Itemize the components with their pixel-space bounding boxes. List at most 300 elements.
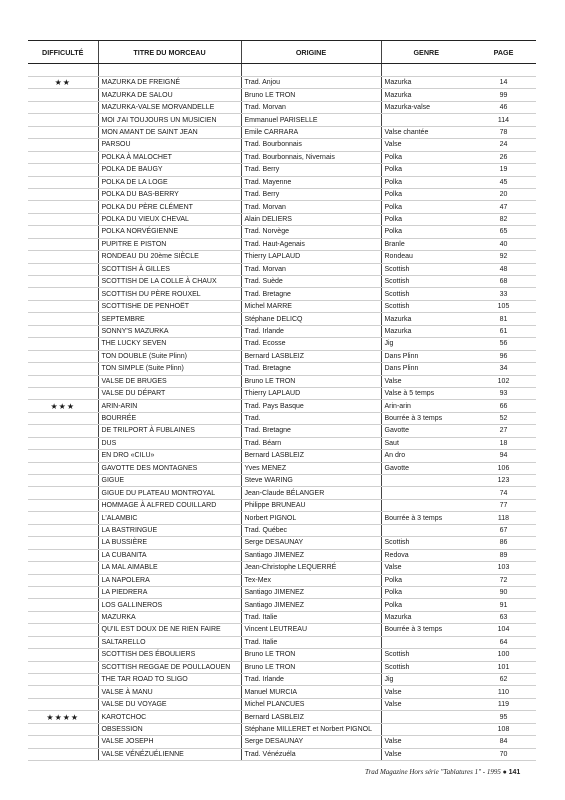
origin-cell: Trad. Bretagne [241, 425, 381, 437]
genre-cell: Mazurka [381, 313, 471, 325]
table-row [28, 114, 536, 126]
difficulty-cell [28, 611, 98, 623]
difficulty-cell: ★★★★ [28, 711, 98, 723]
origin-cell: Steve WARING [241, 475, 381, 487]
difficulty-cell [28, 425, 98, 437]
genre-cell: Polka [381, 213, 471, 225]
table-row [28, 325, 536, 337]
difficulty-cell [28, 375, 98, 387]
origin-cell: Alain DELIERS [241, 213, 381, 225]
genre-cell: Valse [381, 139, 471, 151]
page-cell: 40 [471, 238, 536, 250]
origin-cell: Trad. Vénézuéla [241, 748, 381, 760]
table-row [28, 698, 536, 710]
table-row [28, 251, 536, 263]
table-row [28, 462, 536, 474]
table-row [28, 101, 536, 113]
title-cell: VALSE DU VOYAGE [98, 698, 241, 710]
origin-cell: Vincent LEUTREAU [241, 624, 381, 636]
title-cell: MAZURKA [98, 611, 241, 623]
title-cell: BOURRÉE [98, 412, 241, 424]
title-cell: VALSE À MANU [98, 686, 241, 698]
table-row [28, 624, 536, 636]
page-cell: 96 [471, 350, 536, 362]
page-cell: 94 [471, 450, 536, 462]
genre-cell: Bourrée à 3 temps [381, 512, 471, 524]
table-row [28, 574, 536, 586]
page-cell: 82 [471, 213, 536, 225]
difficulty-cell [28, 201, 98, 213]
table-row [28, 599, 536, 611]
page-cell: 100 [471, 649, 536, 661]
page-cell: 84 [471, 736, 536, 748]
origin-cell: Norbert PIGNOL [241, 512, 381, 524]
difficulty-cell [28, 487, 98, 499]
title-cell: GIGUE [98, 475, 241, 487]
page-cell: 46 [471, 101, 536, 113]
origin-cell: Stéphane MILLERET et Norbert PIGNOL [241, 723, 381, 735]
tunes-table [28, 40, 536, 761]
difficulty-cell [28, 524, 98, 536]
page-cell: 27 [471, 425, 536, 437]
genre-cell: Gavotte [381, 462, 471, 474]
title-cell: SCOTTISH REGGAE DE POULLAOUEN [98, 661, 241, 673]
genre-cell: Mazurka [381, 89, 471, 101]
title-cell: MAZURKA DE FREIGNÉ [98, 77, 241, 89]
table-row [28, 176, 536, 188]
page-cell: 106 [471, 462, 536, 474]
table-row [28, 487, 536, 499]
page-cell: 119 [471, 698, 536, 710]
title-cell: LA CUBANITA [98, 549, 241, 561]
page-cell: 74 [471, 487, 536, 499]
origin-cell: Trad. Bourbonnais [241, 139, 381, 151]
page-cell: 19 [471, 164, 536, 176]
page-cell: 95 [471, 711, 536, 723]
origin-cell: Trad. Suède [241, 276, 381, 288]
genre-cell [381, 723, 471, 735]
title-cell: LA NAPOLERA [98, 574, 241, 586]
genre-cell [381, 524, 471, 536]
page-cell: 123 [471, 475, 536, 487]
genre-cell: Rondeau [381, 251, 471, 263]
genre-cell: Valse [381, 686, 471, 698]
origin-cell: Santiago JIMENEZ [241, 586, 381, 598]
difficulty-cell [28, 649, 98, 661]
difficulty-cell [28, 512, 98, 524]
title-cell: GAVOTTE DES MONTAGNES [98, 462, 241, 474]
header-origin: ORIGINE [241, 41, 381, 64]
table-row [28, 238, 536, 250]
table-row [28, 387, 536, 399]
page-cell: 118 [471, 512, 536, 524]
origin-cell: Jean-Claude BÉLANGER [241, 487, 381, 499]
genre-cell: Branle [381, 238, 471, 250]
genre-cell: Polka [381, 188, 471, 200]
difficulty-cell [28, 176, 98, 188]
difficulty-cell [28, 450, 98, 462]
origin-cell: Philippe BRUNEAU [241, 499, 381, 511]
page-cell: 52 [471, 412, 536, 424]
page-cell: 20 [471, 188, 536, 200]
origin-cell: Santiago JIMENEZ [241, 549, 381, 561]
title-cell: EN DRO «CILU» [98, 450, 241, 462]
origin-cell: Bernard LASBLEIZ [241, 350, 381, 362]
title-cell: ARIN-ARIN [98, 400, 241, 412]
table-row [28, 475, 536, 487]
table-row [28, 524, 536, 536]
title-cell: DUS [98, 437, 241, 449]
genre-cell: Polka [381, 201, 471, 213]
table-row [28, 636, 536, 648]
page-cell: 92 [471, 251, 536, 263]
table-row [28, 126, 536, 138]
page-cell: 56 [471, 338, 536, 350]
origin-cell: Trad. Irlande [241, 325, 381, 337]
title-cell: PUPITRE E PISTON [98, 238, 241, 250]
title-cell: DE TRILPORT À FUBLAINES [98, 425, 241, 437]
page-cell: 70 [471, 748, 536, 760]
table-row [28, 151, 536, 163]
table-row [28, 499, 536, 511]
table-row [28, 748, 536, 760]
genre-cell: Bourrée à 3 temps [381, 624, 471, 636]
difficulty-cell [28, 213, 98, 225]
title-cell: POLKA DU PÈRE CLÉMENT [98, 201, 241, 213]
table-row [28, 77, 536, 89]
difficulty-cell [28, 325, 98, 337]
title-cell: LA PIEDRERA [98, 586, 241, 598]
difficulty-cell [28, 574, 98, 586]
title-cell: SCOTTISH À GILLES [98, 263, 241, 275]
origin-cell: Trad. Morvan [241, 201, 381, 213]
difficulty-cell [28, 313, 98, 325]
difficulty-cell [28, 586, 98, 598]
table-row [28, 226, 536, 238]
difficulty-cell [28, 363, 98, 375]
genre-cell: An dro [381, 450, 471, 462]
origin-cell: Trad. Italie [241, 611, 381, 623]
difficulty-cell [28, 387, 98, 399]
difficulty-cell [28, 412, 98, 424]
page-cell: 110 [471, 686, 536, 698]
origin-cell: Jean-Christophe LEQUERRÉ [241, 562, 381, 574]
genre-cell: Mazurka [381, 611, 471, 623]
page-cell: 81 [471, 313, 536, 325]
table-row [28, 586, 536, 598]
table-row [28, 711, 536, 723]
title-cell: OBSESSION [98, 723, 241, 735]
genre-cell: Mazurka [381, 325, 471, 337]
page-cell: 14 [471, 77, 536, 89]
table-row [28, 412, 536, 424]
origin-cell: Emile CARRARA [241, 126, 381, 138]
title-cell: L'ALAMBIC [98, 512, 241, 524]
difficulty-cell [28, 164, 98, 176]
difficulty-cell [28, 276, 98, 288]
table-row [28, 736, 536, 748]
footer-page-number: 141 [508, 769, 521, 776]
difficulty-cell [28, 126, 98, 138]
genre-cell: Dans Plinn [381, 350, 471, 362]
genre-cell [381, 636, 471, 648]
title-cell: POLKA NORVÉGIENNE [98, 226, 241, 238]
title-cell: HOMMAGE À ALFRED COUILLARD [98, 499, 241, 511]
table-row [28, 425, 536, 437]
genre-cell: Valse chantée [381, 126, 471, 138]
table-row [28, 661, 536, 673]
genre-cell [381, 499, 471, 511]
page-cell: 86 [471, 537, 536, 549]
difficulty-cell [28, 599, 98, 611]
header-page: PAGE [471, 41, 536, 64]
difficulty-cell: ★★ [28, 77, 98, 89]
table-row [28, 537, 536, 549]
origin-cell: Trad. [241, 412, 381, 424]
table-row [28, 350, 536, 362]
origin-cell: Trad. Bretagne [241, 288, 381, 300]
origin-cell: Trad. Haut-Agenais [241, 238, 381, 250]
table-body [28, 64, 536, 761]
table-row [28, 313, 536, 325]
difficulty-cell [28, 263, 98, 275]
page-cell: 108 [471, 723, 536, 735]
genre-cell: Valse à 5 temps [381, 387, 471, 399]
page-cell: 33 [471, 288, 536, 300]
difficulty-cell [28, 238, 98, 250]
page-cell: 103 [471, 562, 536, 574]
genre-cell: Saut [381, 437, 471, 449]
title-cell: KAROTCHOC [98, 711, 241, 723]
page-cell: 91 [471, 599, 536, 611]
origin-cell: Michel MARRE [241, 300, 381, 312]
page-cell: 26 [471, 151, 536, 163]
page-cell: 68 [471, 276, 536, 288]
header-genre: GENRE [381, 41, 471, 64]
table-row [28, 549, 536, 561]
title-cell: POLKA DU VIEUX CHEVAL [98, 213, 241, 225]
page-cell: 78 [471, 126, 536, 138]
difficulty-cell [28, 101, 98, 113]
genre-cell: Valse [381, 562, 471, 574]
genre-cell: Valse [381, 736, 471, 748]
difficulty-cell [28, 114, 98, 126]
table-row [28, 363, 536, 375]
title-cell: PARSOU [98, 139, 241, 151]
origin-cell: Michel PLANCUES [241, 698, 381, 710]
difficulty-cell [28, 674, 98, 686]
table-row [28, 139, 536, 151]
page-cell: 47 [471, 201, 536, 213]
difficulty-cell [28, 624, 98, 636]
genre-cell: Arin-arin [381, 400, 471, 412]
page-cell: 24 [471, 139, 536, 151]
table-row [28, 213, 536, 225]
genre-cell [381, 114, 471, 126]
table-row [28, 188, 536, 200]
difficulty-cell [28, 350, 98, 362]
title-cell: VALSE DU DÉPART [98, 387, 241, 399]
title-cell: SCOTTISH DU PÈRE ROUXEL [98, 288, 241, 300]
title-cell: SEPTEMBRE [98, 313, 241, 325]
origin-cell: Trad. Québec [241, 524, 381, 536]
genre-cell: Scottish [381, 649, 471, 661]
difficulty-cell [28, 475, 98, 487]
genre-cell: Valse [381, 698, 471, 710]
page-cell: 89 [471, 549, 536, 561]
table-row [28, 512, 536, 524]
difficulty-cell [28, 723, 98, 735]
page-cell: 34 [471, 363, 536, 375]
page-cell: 66 [471, 400, 536, 412]
page-cell: 64 [471, 636, 536, 648]
title-cell: SCOTTISH DE LA COLLE À CHAUX [98, 276, 241, 288]
page-cell: 72 [471, 574, 536, 586]
genre-cell: Mazurka-valse [381, 101, 471, 113]
difficulty-cell [28, 736, 98, 748]
spacer-row [28, 64, 536, 77]
origin-cell: Santiago JIMENEZ [241, 599, 381, 611]
genre-cell: Mazurka [381, 77, 471, 89]
title-cell: QU'IL EST DOUX DE NE RIEN FAIRE [98, 624, 241, 636]
title-cell: SCOTTISH DES ÉBOULIERS [98, 649, 241, 661]
difficulty-cell [28, 698, 98, 710]
difficulty-cell: ★★★ [28, 400, 98, 412]
origin-cell: Bernard LASBLEIZ [241, 711, 381, 723]
title-cell: VALSE DE BRUGES [98, 375, 241, 387]
table-row [28, 263, 536, 275]
title-cell: MAZURKA-VALSE MORVANDELLE [98, 101, 241, 113]
page-cell: 18 [471, 437, 536, 449]
difficulty-cell [28, 537, 98, 549]
index-sheet [28, 40, 536, 761]
page-cell: 77 [471, 499, 536, 511]
difficulty-cell [28, 151, 98, 163]
origin-cell: Trad. Anjou [241, 77, 381, 89]
difficulty-cell [28, 251, 98, 263]
origin-cell: Bruno LE TRON [241, 649, 381, 661]
origin-cell: Bruno LE TRON [241, 661, 381, 673]
origin-cell: Emmanuel PARISELLE [241, 114, 381, 126]
difficulty-cell [28, 437, 98, 449]
origin-cell: Bernard LASBLEIZ [241, 450, 381, 462]
genre-cell: Redova [381, 549, 471, 561]
page-cell: 105 [471, 300, 536, 312]
genre-cell: Scottish [381, 288, 471, 300]
title-cell: POLKA DE BAUGY [98, 164, 241, 176]
origin-cell: Serge DESAUNAY [241, 736, 381, 748]
origin-cell: Trad. Berry [241, 164, 381, 176]
title-cell: LA BUSSIÈRE [98, 537, 241, 549]
genre-cell: Polka [381, 226, 471, 238]
title-cell: TON SIMPLE (Suite Plinn) [98, 363, 241, 375]
header-title: TITRE DU MORCEAU [98, 41, 241, 64]
page-cell: 48 [471, 263, 536, 275]
genre-cell [381, 487, 471, 499]
origin-cell: Trad. Bourbonnais, Nivernais [241, 151, 381, 163]
title-cell: THE LUCKY SEVEN [98, 338, 241, 350]
difficulty-cell [28, 636, 98, 648]
difficulty-cell [28, 562, 98, 574]
genre-cell: Scottish [381, 537, 471, 549]
origin-cell: Trad. Bretagne [241, 363, 381, 375]
title-cell: POLKA À MALOCHET [98, 151, 241, 163]
genre-cell: Scottish [381, 263, 471, 275]
genre-cell: Polka [381, 574, 471, 586]
genre-cell: Gavotte [381, 425, 471, 437]
table-row [28, 723, 536, 735]
title-cell: SCOTTISHE DE PENHOËT [98, 300, 241, 312]
origin-cell: Serge DESAUNAY [241, 537, 381, 549]
page-cell: 99 [471, 89, 536, 101]
difficulty-cell [28, 748, 98, 760]
title-cell: LA MAL AIMABLE [98, 562, 241, 574]
genre-cell: Jig [381, 674, 471, 686]
title-cell: MON AMANT DE SAINT JEAN [98, 126, 241, 138]
table-row [28, 686, 536, 698]
genre-cell [381, 475, 471, 487]
origin-cell: Manuel MURCIA [241, 686, 381, 698]
table-row [28, 400, 536, 412]
origin-cell: Bruno LE TRON [241, 375, 381, 387]
genre-cell: Valse [381, 375, 471, 387]
genre-cell: Jig [381, 338, 471, 350]
table-row [28, 288, 536, 300]
table-row [28, 300, 536, 312]
genre-cell: Polka [381, 176, 471, 188]
difficulty-cell [28, 288, 98, 300]
difficulty-cell [28, 661, 98, 673]
title-cell: VALSE VÉNÉZUÉLIENNE [98, 748, 241, 760]
page-cell: 62 [471, 674, 536, 686]
title-cell: POLKA DE LA LOGE [98, 176, 241, 188]
table-row [28, 375, 536, 387]
origin-cell: Trad. Norvège [241, 226, 381, 238]
title-cell: THE TAR ROAD TO SLIGO [98, 674, 241, 686]
difficulty-cell [28, 226, 98, 238]
footer-bullet: ● [502, 768, 507, 776]
page-cell: 65 [471, 226, 536, 238]
origin-cell: Trad. Italie [241, 636, 381, 648]
origin-cell: Bruno LE TRON [241, 89, 381, 101]
difficulty-cell [28, 300, 98, 312]
table-row [28, 611, 536, 623]
origin-cell: Thierry LAPLAUD [241, 387, 381, 399]
title-cell: SONNY'S MAZURKA [98, 325, 241, 337]
footer-text: Trad Magazine Hors série "Tablatures 1" - 1995 [365, 768, 501, 776]
genre-cell: Scottish [381, 661, 471, 673]
page-cell: 101 [471, 661, 536, 673]
genre-cell: Valse [381, 748, 471, 760]
genre-cell: Scottish [381, 300, 471, 312]
difficulty-cell [28, 338, 98, 350]
title-cell: SALTARELLO [98, 636, 241, 648]
genre-cell: Polka [381, 599, 471, 611]
genre-cell: Scottish [381, 276, 471, 288]
page-cell: 61 [471, 325, 536, 337]
page-cell: 63 [471, 611, 536, 623]
difficulty-cell [28, 499, 98, 511]
difficulty-cell [28, 549, 98, 561]
page-cell: 90 [471, 586, 536, 598]
title-cell: VALSE JOSEPH [98, 736, 241, 748]
difficulty-cell [28, 89, 98, 101]
origin-cell: Tex-Mex [241, 574, 381, 586]
origin-cell: Trad. Morvan [241, 263, 381, 275]
table-row [28, 276, 536, 288]
title-cell: GIGUE DU PLATEAU MONTROYAL [98, 487, 241, 499]
origin-cell: Trad. Berry [241, 188, 381, 200]
